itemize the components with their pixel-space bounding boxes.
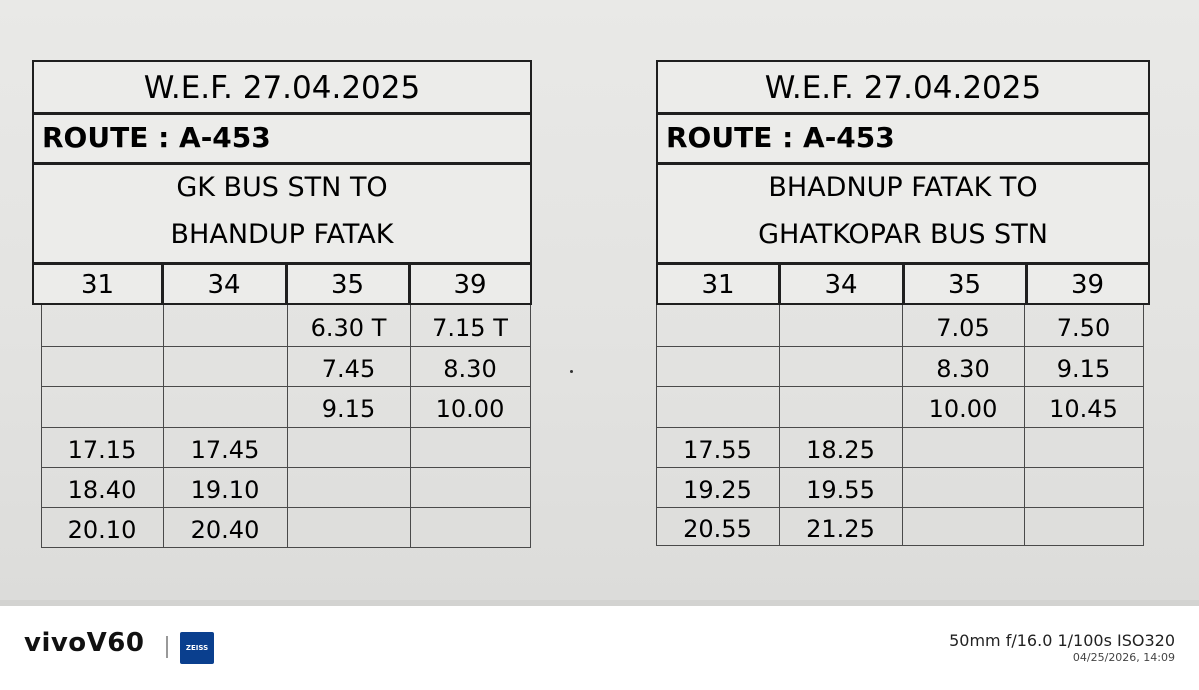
- right-col-header: 34: [824, 270, 858, 300]
- left-col-header: 31: [80, 270, 115, 300]
- paper-speck: [570, 370, 573, 373]
- left-wef-date: W.E.F. 27.04.2025: [143, 70, 421, 106]
- right-cell: 19.25: [683, 476, 752, 504]
- left-cell: 7.45: [321, 355, 376, 383]
- capture-timestamp: 04/25/2026, 14:09: [1072, 651, 1175, 664]
- brand-logo: vivoV60: [24, 628, 145, 658]
- left-cell: 7.15 T: [432, 314, 508, 342]
- left-cell: 10.00: [435, 395, 505, 423]
- left-cell: 6.30 T: [310, 314, 387, 342]
- right-col-header: 31: [701, 270, 735, 300]
- left-cell: 17.15: [67, 436, 137, 464]
- right-cell: 8.30: [936, 355, 990, 383]
- right-cell: 10.45: [1049, 395, 1118, 423]
- right-wef-date: W.E.F. 27.04.2025: [764, 70, 1042, 106]
- left-destination-line1: GK BUS STN TO: [176, 172, 388, 203]
- right-destination-line2: GHATKOPAR BUS STN: [758, 219, 1048, 250]
- left-cell: 9.15: [321, 395, 376, 423]
- right-cell: 21.25: [806, 515, 875, 543]
- right-cell: 17.55: [683, 436, 752, 464]
- right-cell: 9.15: [1056, 355, 1111, 383]
- right-cell: 10.00: [928, 395, 998, 423]
- left-cell: 17.45: [190, 436, 260, 464]
- left-route-label: ROUTE : A-453: [42, 121, 271, 154]
- left-cell: 8.30: [443, 355, 497, 383]
- right-route-label: ROUTE : A-453: [666, 121, 895, 154]
- camera-settings: 50mm f/16.0 1/100s ISO320: [949, 631, 1175, 650]
- right-col-header: 39: [1070, 270, 1105, 300]
- left-cell: 20.40: [190, 516, 260, 544]
- left-destination-line2: BHANDUP FATAK: [170, 219, 394, 250]
- left-cell: 18.40: [67, 476, 137, 504]
- right-destination-line1: BHADNUP FATAK TO: [768, 172, 1038, 203]
- left-col-header: 39: [453, 270, 487, 300]
- right-cell: 18.25: [806, 436, 875, 464]
- zeiss-logo: ZEISS: [180, 632, 214, 664]
- right-cell: 19.55: [806, 476, 875, 504]
- right-cell: 7.05: [936, 314, 990, 342]
- right-col-header: 35: [947, 270, 982, 300]
- left-cell: 19.10: [190, 476, 260, 504]
- right-cell: 7.50: [1056, 314, 1111, 342]
- left-col-header: 35: [330, 270, 365, 300]
- left-col-header: 34: [207, 270, 241, 300]
- divider: [166, 636, 168, 658]
- left-cell: 20.10: [67, 516, 137, 544]
- right-cell: 20.55: [683, 515, 752, 543]
